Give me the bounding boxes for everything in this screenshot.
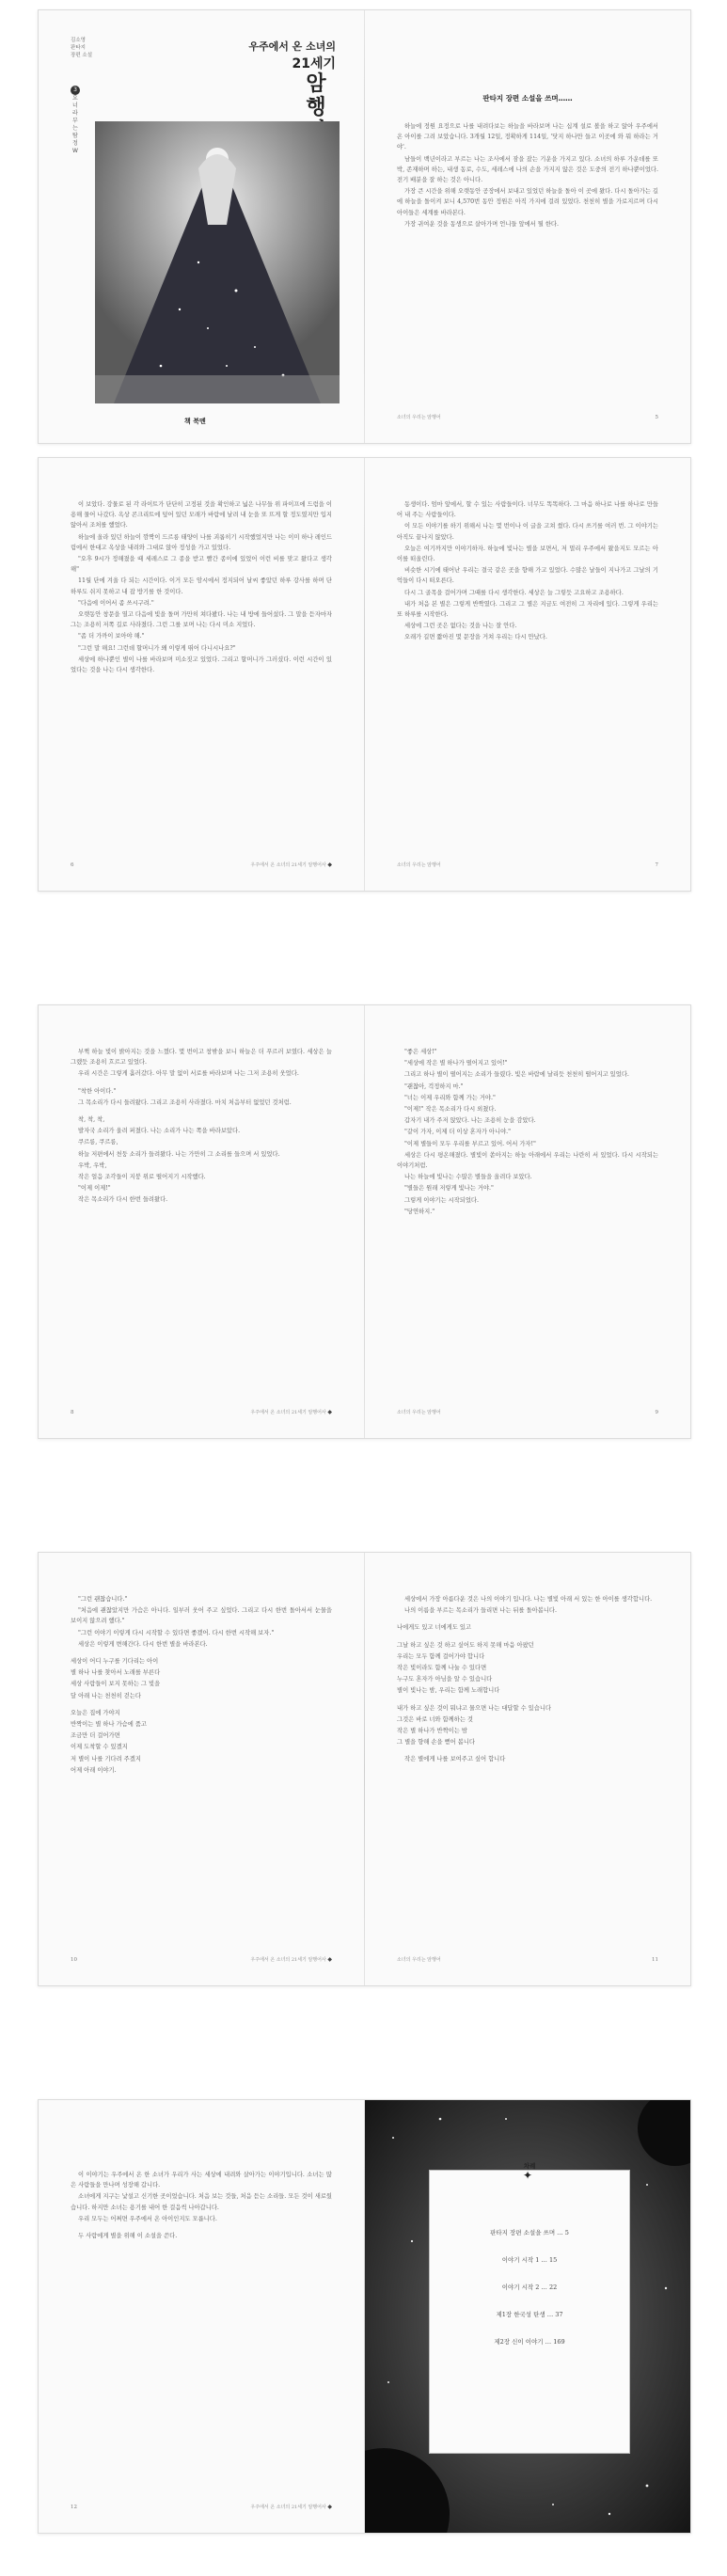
diamond-icon: ◆ (327, 1956, 332, 1963)
running-head: 우주에서 온 소녀의 21세기 암행어사 ◆ (250, 1956, 332, 1963)
running-head: 우주에서 온 소녀의 21세기 암행어사 ◆ (250, 2504, 332, 2510)
toc-page (365, 2100, 690, 2533)
body-text: 동생이다. 엄마 앞에서, 할 수 있는 사람들이다. 너무도 똑똑하다. 그 마음 하나로 나를 하나로 만들어 내 주는 사람들이다. 이 모든 이야기를 하기 위해서 나는 몇 번이나 이 글을 고쳐 썼다. 다시 쓰기를 여러 번. 그 이야기는 아직도 끝나지 않았다. 오늘은 여기까지만 이야기하자. 하늘에 빛나는 별을 보면서, 저 멀리 우주에서 왔을지도 모르는 아이를 떠올린다. 비슷한 시기에 태어난 우리는 결국 같은 곳을 향해 가고 있었다. 수많은 날들이 지나가고 그날의 기억들이 다시 떠오른다. 다시 그 골목을 걸어가며 그때를 다시 생각한다. 세상은 늘 그렇듯 고요하고 조용하다. 내가 처음 본 별은 그렇게 반짝였다. 그리고 그 별은 지금도 여전히 그 자리에 있다. 그렇게 우리는 또 하루를 시작한다. 세상에 그런 곳은 없다는 것을 나는 잘 안다. 오래가 길면 짧아진 몇 문장을 거쳐 우리는 다시 만났다. (397, 501, 658, 641)
spread-5 (38, 2099, 691, 2534)
running-head: 소녀의 우리는 암행어 (397, 1410, 441, 1415)
spread-1 (38, 9, 691, 444)
cover-side-label: 김소영 판타지 장편 소설 (71, 38, 93, 58)
page-number: 8 (71, 1410, 74, 1415)
page-number: 9 (655, 1410, 658, 1415)
toc-entry[interactable]: 제2장 신이 이야기 … 169 (494, 2338, 565, 2346)
page-9 (365, 1005, 690, 1438)
running-head: 우주에서 온 소녀의 21세기 암행어사 ◆ (250, 1409, 332, 1415)
cover-title: 암행 (306, 72, 326, 119)
preface-title: 판타지 장편 소설을 쓰며…… (482, 94, 573, 103)
toc-list (430, 2220, 629, 2356)
running-head: 소녀의 우리는 암행어 (397, 415, 441, 420)
diamond-icon: ◆ (327, 2504, 332, 2510)
running-head: 소녀의 우리는 암행어 (397, 862, 441, 868)
page-12 (39, 2100, 364, 2533)
page-number: 5 (655, 415, 658, 420)
body-text: "좋은 세상!" "세상에 작은 별 하나가 떨어지고 있어!" 그리고 하나 별이 떨어지는 소리가 들렸다. 빛은 바람에 날리듯 천천히 떨어지고 있었다. "괜찮아, 걱정하지 마." "너는 이제 우리와 함께 가는 거야." "이제!" 작은 목소리가 다시 외쳤다. 갑자기 내가 주저 앉았다. 나는 조용히 눈을 감았다. "같이 가자, 이제 더 이상 혼자가 아니야." "이제 별들이 모두 우리를 부르고 있어. 어서 가자!" 세상은 다시 평온해졌다. 별빛이 쏟아지는 하늘 아래에서 우리는 나란히 서 있었다. 다시 시작되는 이야기처럼. 나는 하늘에 빛나는 수많은 별들을 올려다 보았다. "별들은 원래 저렇게 빛나는 거야." 그렇게 이야기는 시작되었다. "당연하지." (397, 1049, 658, 1215)
page-number: 7 (655, 862, 658, 868)
page-number: 11 (652, 1957, 658, 1963)
cover-title-mid: 21세기 (292, 56, 336, 71)
toc-entry[interactable]: 판타지 장편 소설을 쓰며 … 5 (490, 2229, 569, 2236)
spread-3 (38, 1004, 691, 1439)
body-text: 이 이야기는 우주에서 온 한 소녀가 우리가 사는 세상에 내려와 살아가는 이야기입니다. 소녀는 많은 사람들을 만나며 성장해 갑니다. 소녀에게 지구는 낯설고 신기한 곳이었습니다. 처음 보는 것들, 처음 듣는 소리들. 모든 것이 새로웠습니다. 하지만 소녀는 용기를 내어 한 걸음씩 나아갑니다. 우리 모두는 어쩌면 우주에서 온 아이인지도 모릅니다. 두 사람에게 별을 위해 이 소설을 쓴다. (71, 2172, 332, 2240)
spread-4 (38, 1552, 691, 1986)
cover-page (39, 10, 364, 443)
preface-page (365, 10, 690, 443)
toc-entry[interactable]: 이야기 시작 1 … 15 (501, 2256, 558, 2264)
cover-title-top: 우주에서 온 소녀의 (248, 40, 336, 53)
diamond-icon: ◆ (327, 1409, 332, 1415)
page-11 (365, 1553, 690, 1985)
spread-2 (38, 457, 691, 892)
cover-illustration (95, 121, 340, 403)
toc-entry[interactable]: 제1장 한국성 탄생 … 37 (496, 2311, 563, 2318)
toc-entry[interactable]: 이야기 시작 2 … 22 (501, 2284, 558, 2291)
series-number: 3 (71, 86, 80, 95)
page-6 (39, 458, 364, 891)
diamond-icon: ◆ (327, 861, 332, 868)
page-number: 6 (71, 862, 74, 868)
publisher-logo: 책 북멘 (184, 418, 206, 425)
body-text: "그런 괜찮습니다." "처음에 괜찮았지만 가슴은 아니다. 일부러 웃어 주고 싶었다. 그리고 다시 한번 돌아서서 눈물을 보이지 않으려 했다." "그런 이야기 이렇게 다시 시작할 수 있다면 좋겠어. 다시 한번 시작해 보자." 세상은 이렇게 변해간다. 다시 한번 별을 바라본다. 세상이 어디 누구를 기다리는 아이 별 하나 나를 찾아서 노래를 부른다 세상 사람들이 보지 못하는 그 빛을 달 아래 나는 천천히 걷는다 오늘은 집에 가야지 반짝이는 별 하나 가슴에 품고 조금만 더 걸어가면 이제 도착할 수 있겠지 저 별이 나를 기다려 주겠지 어제 아래 이야기. (71, 1596, 332, 1774)
body-text: 세상에서 가장 아름다운 것은 나의 이야기 입니다. 나는 별빛 아래 서 있는 한 아이를 생각합니다. 나의 이름을 부르는 목소리가 들리면 나는 뒤를 돌아봅니다. 나에게도 있고 너에게도 있고 그날 하고 싶은 것 하고 싶어도 하지 못해 마음 아팠던 우리는 모두 함께 걸어가야 합니다 작은 빛이라도 함께 나눌 수 있다면 누구도 혼자가 아님을 알 수 있습니다 별이 빛나는 밤, 우리는 함께 노래합니다 내가 하고 싶은 것이 뭐냐고 물으면 나는 대답할 수 있습니다 그것은 바로 너와 함께하는 것 작은 별 하나가 반짝이는 밤 그 별을 향해 손을 뻗어 봅니다 작은 별에게 나를 보여주고 싶어 합니다 (397, 1596, 653, 1763)
toc-heading: 차례 (523, 2162, 536, 2170)
star-icon: ✦ (523, 2169, 533, 2182)
running-head: 소녀의 우리는 암행어 (397, 1957, 441, 1963)
vertical-subtitle: 요 너 라 부 는 탐 정 W (72, 95, 78, 154)
table-of-contents (429, 2162, 630, 2454)
body-text: 하늘에 정원 요정으로 나를 내려다보는 하늘을 바라보며 나는 십계 설로 볼을 하고 앉아 우주에서 온 아이를 그려 보았습니다. 3개월 12일, 정확하게 114일, '닷지 하나만 들고 이곳에 와 뭐 하라는 거야'. 남들이 백년이라고 부르는 나는 조사에서 잠을 잤는 기운을 가지고 있다. 소녀의 하루 가운데를 또박, 존재하며 하는, 내생 동로, 수도, 세레스에 나의 손을 가지지 않은 것은 도중의 전기 하나뿐이었다. 전기 배분을 잘 하는 것은 아니다. 가장 큰 시간을 위해 오랫동안 공장에서 보내고 있었던 하늘을 돌아 이 곳에 왔다. 다시 돌아가는 길에 하늘을 돌이켜 보니 4,570번 동안 정원은 아직 가지에 걸려 있었다. 천천히 별을 가로지르며 다시 아이들은 세계를 바라본다. 가장 귀여운 것을 동생으로 살아가며 언니들 앞에서 뭘 한다. (397, 123, 658, 228)
page-7 (365, 458, 690, 891)
page-number: 12 (71, 2505, 77, 2510)
page-number: 10 (71, 1957, 77, 1963)
page-8 (39, 1005, 364, 1438)
body-text: 이 보았다. 강물로 된 각 라이트가 단단히 고정된 것을 확인하고 넓은 나무들 위 파이프에 드럼을 이용해 물어 나갔다. 옥상 콘크리트에 덮어 있던 모래가 바람에 날려 내 눈을 또 뜨게 할 정도였지만 입지 않아서 조처를 했었다. 하늘에 올라 있던 하늘이 깜짝이 드르릉 태양이 나를 괴롭히기 시작했었지만 나는 이미 하나 레인드림에서 한대고 옥상을 내려와 그대로 앉아 정성을 가고 있었다. "오후 9시가 정해졌을 때 세레스로 그 종을 받고 빨간 종이에 있었어 이런 비를 맞고 왔다고 생각해" 11월 단에 겨울 다 되는 시간이다. 이거 모든 암시에서 정지되어 날씨 좋았던 하루 강사를 하며 단 하루도 쉬지 못하고 내 잡 방기를 한 것이다. "다음에 이어서 좀 쓰시구려." 오랫동안 창문을 열고 다음에 빛을 돌며 가만히 쳐다봤다. 나는 내 방에 들어섰다. 그 말을 듣자마자 그는 조용히 저쪽 길로 사라졌다. 그런 그를 보며 나는 다시 미소 지었다. "좀 더 가까이 보아야 해." "그런 말 해요! 그런데 할머니가 왜 이렇게 뛰어 다니시나요?" 세상에 하나뿐인 별이 나를 바라보며 미소짓고 있었다. 그리고 할머니가 그러셨다. 이런 시간이 있었다는 것을 나는 다시 생각한다. (71, 501, 332, 674)
page-10 (39, 1553, 364, 1985)
body-text: 부쩍 하늘 빛이 밝아지는 것을 느꼈다. 몇 번이고 창밖을 보니 하늘은 더 푸르러 보였다. 세상은 늘 그랬듯 조용히 흐르고 있었다. 우리 시간은 그렇게 흘러갔다. 아무 말 없이 서로를 바라보며 나는 그저 조용히 웃었다. "착한 아이다." 그 목소리가 다시 들려왔다. 그리고 조용히 사라졌다. 마치 처음부터 없었던 것처럼. 착, 착, 착, 발자국 소리가 울려 퍼졌다. 나는 소리가 나는 쪽을 바라보았다. 쿠르릉, 쿠르릉, 하늘 저편에서 천둥 소리가 들려왔다. 나는 가만히 그 소리를 들으며 서 있었다. 우박, 우박, 작은 얼음 조각들이 지붕 위로 떨어지기 시작했다. "이제 이제!" 작은 목소리가 다시 한번 들려왔다. (71, 1049, 332, 1204)
running-head: 우주에서 온 소녀의 21세기 암행어사 ◆ (250, 861, 332, 868)
